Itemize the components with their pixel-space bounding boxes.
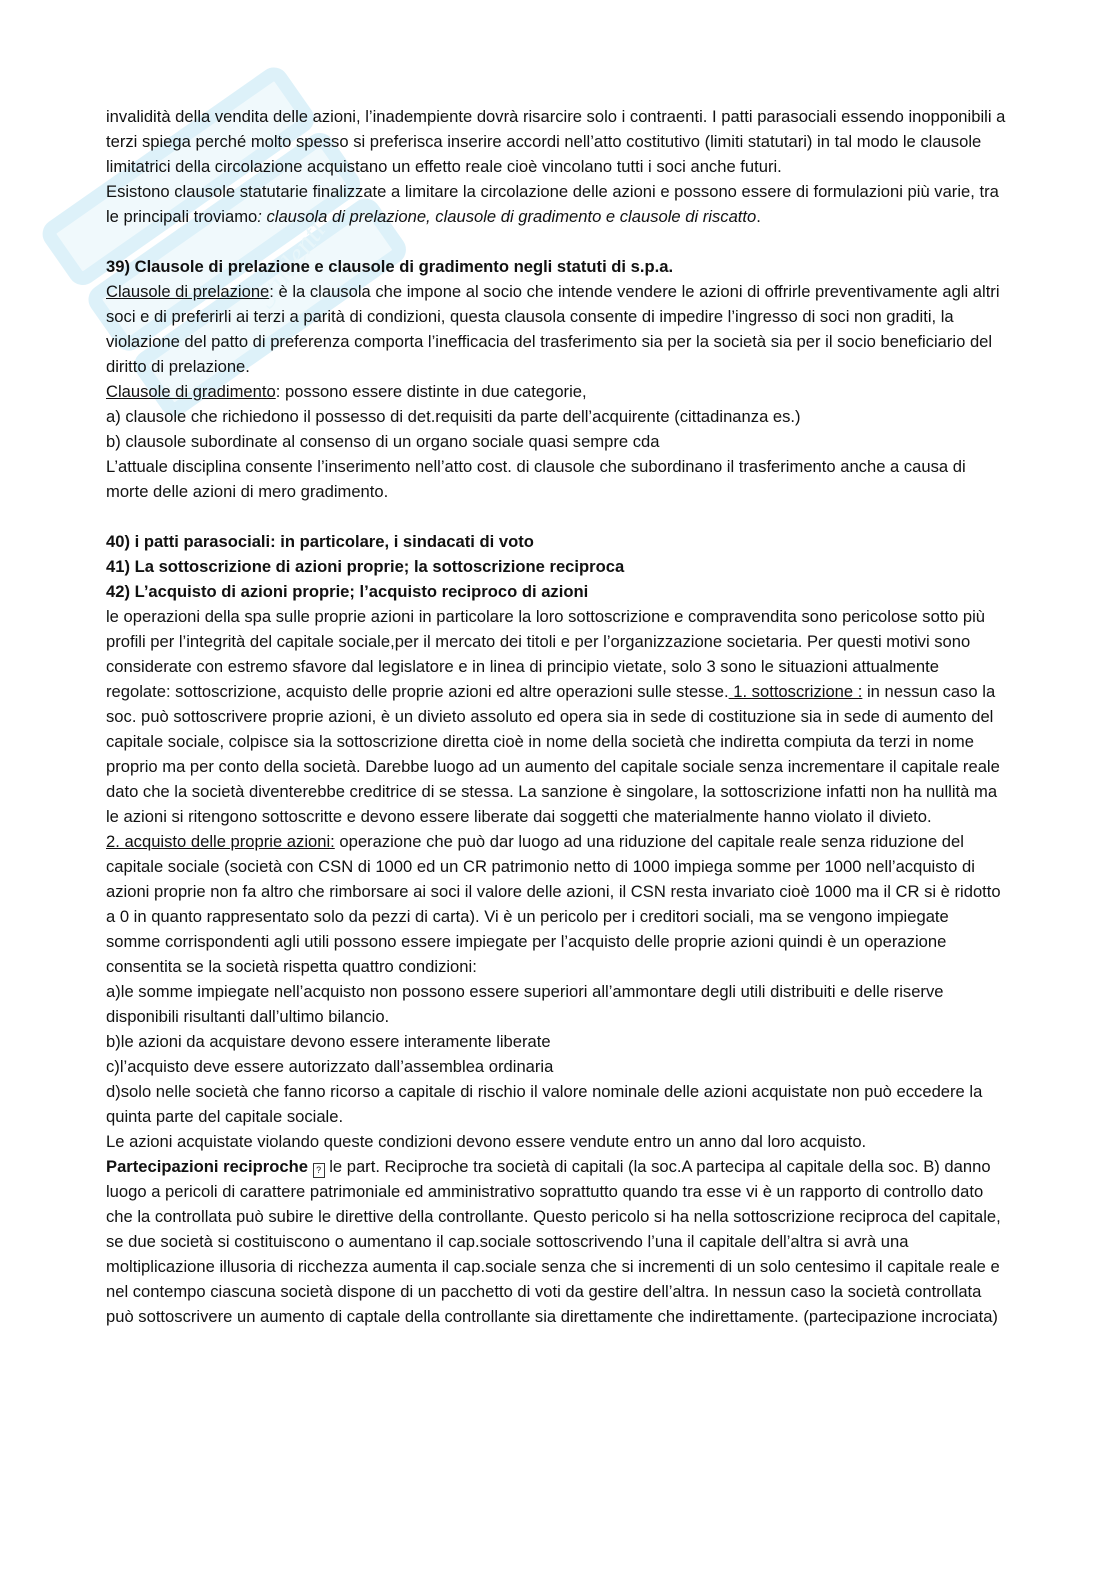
list-item: b)le azioni da acquistare devono essere interamente liberate: [106, 1032, 551, 1051]
text: le part. Reciproche tra società di capitali (la soc.A partecipa al capitale della soc. B) danno luogo a pericoli di carattere patrimoniale ed amministrativo soprattutto quando tra esse vi è un rapporto di controllo dato che la controllata può subire le direttive della controllante. Questo pericolo si ha nella sottoscrizione reciproca del capitale, se due società si costituiscono o aumentano il cap.sociale sottoscrivendo l’una il capitale dell’altra si avrà una moltiplicazione illusoria di ricchezza aumenta il cap.sociale senza che si incrementi di un solo centesimo il capitale reale e nel contempo ciascuna società dispone di un pacchetto di voti da gestire dell’altra. In nessun caso la società controllata può sottoscrivere un aumento di captale della controllante sia direttamente che indirettamente. (partecipazione incrociata): [106, 1157, 1001, 1326]
paragraph: [106, 179, 1006, 229]
text: le operazioni della spa sulle proprie azioni in particolare la loro sottoscrizione e compravendita sono pericolose sotto più profili per l’integrità del capitale sociale,per il mercato dei titoli e per l’organizzazione societaria. Per questi motivi sono considerate con estremo sfavore dal legislatore e in linea di principio vietate, solo 3 sono le situazioni attualmente regolate: sottoscrizione, acquisto delle proprie azioni ed altre operazioni sulle stesse.: [106, 607, 986, 701]
list-item: a)le somme impiegate nell’acquisto non possono essere superiori all’ammontare degli utili distribuiti e delle riserve disponibili risultanti dall’ultimo bilancio.: [106, 982, 944, 1026]
paragraph: Le azioni acquistate violando queste condizioni devono essere vendute entro un anno dal loro acquisto.: [106, 1132, 867, 1151]
document-page: [106, 104, 1006, 1329]
paragraph: [106, 379, 1006, 404]
section-heading-39: 39) Clausole di prelazione e clausole di gradimento negli statuti di s.p.a.: [106, 257, 674, 276]
term-label: Clausole di gradimento: [106, 382, 276, 401]
list-item: a) clausole che richiedono il possesso di det.requisiti da parte dell’acquirente (cittadinanza es.): [106, 407, 801, 426]
text: in nessun caso la soc. può sottoscrivere proprie azioni, è un divieto assoluto ed opera sia in sede di costituzione sia in sede di aumento del capitale sociale, colpisce sia la sottoscrizione diretta cioè in nome della società che indiretta compiuta da terzi in nome proprio ma per conto della società. Darebbe luogo ad un aumento del capitale sociale senza incrementare il capitale reale dato che la società diventerebbe creditrice di se stessa. La sanzione è singolare, la sottoscrizione infatti non ha nullità ma le azioni si ritengono sottoscritte e devono essere liberate dai soggetti che materialmente hanno violato il divieto.: [106, 682, 1000, 826]
list-item: b) clausole subordinate al consenso di un organo sociale quasi sempre cda: [106, 432, 660, 451]
term-label: 1. sottoscrizione :: [728, 682, 863, 701]
italic-text: : clausola di prelazione, clausole di gradimento e clausole di riscatto: [257, 207, 757, 226]
list-item: c)l’acquisto deve essere autorizzato dall’assemblea ordinaria: [106, 1057, 554, 1076]
paragraph: [106, 829, 1006, 979]
paragraph: invalidità della vendita delle azioni, l’inadempiente dovrà risarcire solo i contraenti. I patti parasociali essendo inopponibili a terzi spiega perché molto spesso si preferisca inserire accordi nell’atto costitutivo (limiti statutari) in tal modo le clausole limitatrici della circolazione acquistano un effetto reale cioè vincolano tutti i soci anche futuri.: [106, 107, 1006, 176]
section-heading-40: 40) i patti parasociali: in particolare, i sindacati di voto: [106, 532, 534, 551]
text: Esistono clausole statutarie finalizzate a limitare la circolazione delle azioni e possono essere di formulazioni più varie, tra le principali troviamo: [106, 182, 999, 226]
section-heading-42: 42) L’acquisto di azioni proprie; l’acquisto reciproco di azioni: [106, 582, 589, 601]
text: : è la clausola che impone al socio che intende vendere le azioni di offrirle preventivamente agli altri soci e di preferirli ai terzi a parità di condizioni, questa clausola consente di impedire l’ingresso di soci non graditi, la violazione del patto di preferenza comporta l’inefficacia del trasferimento sia per la società sia per il socio beneficiario del diritto di prelazione.: [106, 282, 1000, 376]
watermark-text: Studenti: [248, 214, 333, 315]
paragraph: [106, 1154, 1006, 1329]
paragraph: L’attuale disciplina consente l’inserimento nell’atto cost. di clausole che subordinano il trasferimento anche a causa di morte delle azioni di mero gradimento.: [106, 457, 966, 501]
text: .: [756, 207, 761, 226]
paragraph: [106, 279, 1006, 379]
list-item: d)solo nelle società che fanno ricorso a capitale di rischio il valore nominale delle azioni acquistate non può eccedere la quinta parte del capitale sociale.: [106, 1082, 983, 1126]
text: : possono essere distinte in due categorie,: [275, 382, 587, 401]
term-label: Partecipazioni reciproche: [106, 1157, 308, 1176]
section-heading-41: 41) La sottoscrizione di azioni proprie; la sottoscrizione reciproca: [106, 557, 625, 576]
text: operazione che può dar luogo ad una riduzione del capitale reale senza riduzione del capitale sociale (società con CSN di 1000 ed un CR patrimonio netto di 1000 impiega somme per 1000 nell’acquisto di azioni proprie non fa altro che rimborsare ai soci il valore delle azioni, il CSN resta invariato cioè 1000 ma il CR si è ridotto a 0 in quanto rappresentato solo da pezzi di carta). Vi è un pericolo per i creditori sociali, ma se vengono impiegate somme corrispondenti agli utili possono essere impiegate per l’acquisto delle proprie azioni quindi è un operazione consentita se la società rispetta quattro condizioni:: [106, 832, 1001, 976]
arrow-glyph-icon: ?: [313, 1163, 325, 1178]
paragraph: [106, 604, 1006, 829]
term-label: 2. acquisto delle proprie azioni:: [106, 832, 335, 851]
term-label: Clausole di prelazione: [106, 282, 270, 301]
